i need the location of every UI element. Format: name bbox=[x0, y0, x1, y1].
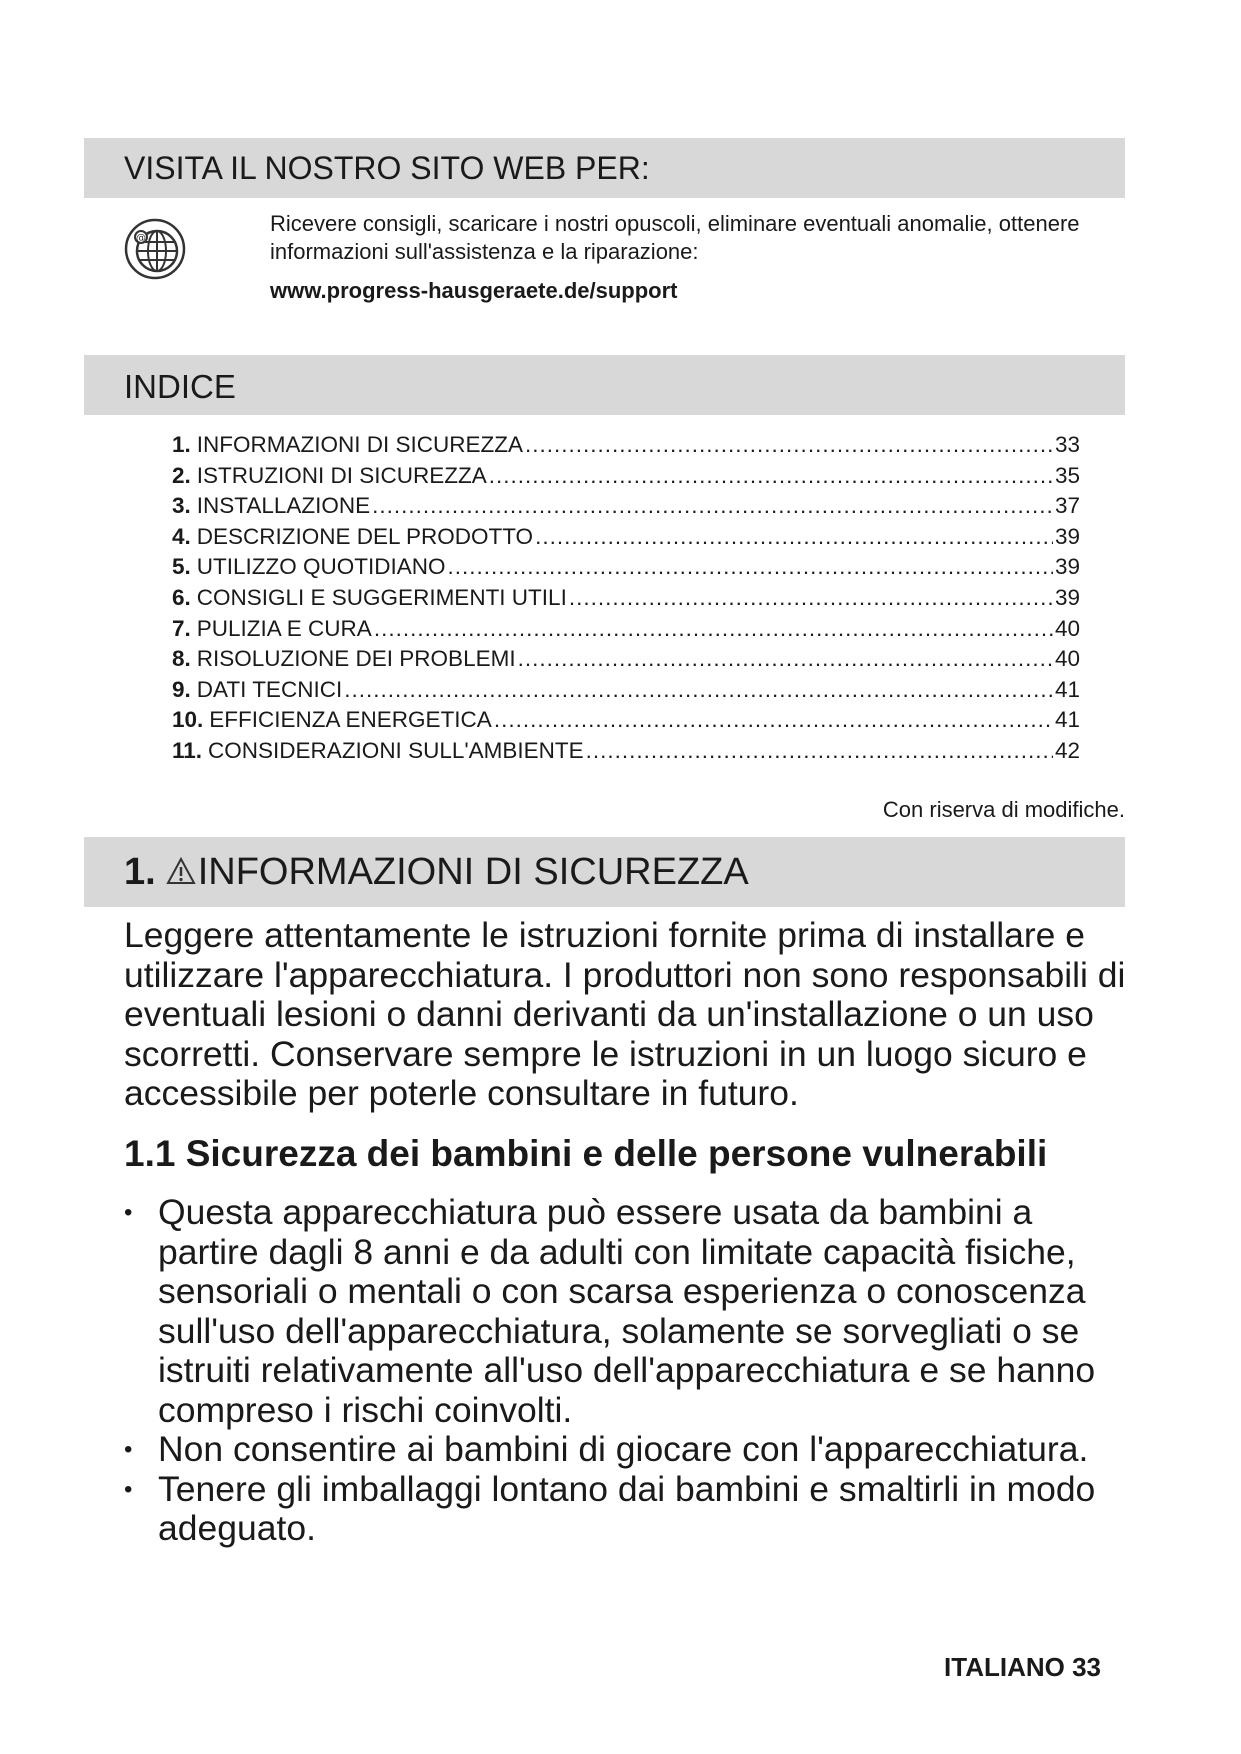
toc-item[interactable]: 1. INFORMAZIONI DI SICUREZZA ..... 33 bbox=[172, 430, 1080, 461]
toc-item[interactable]: 6. CONSIGLI E SUGGERIMENTI UTILI ..... 39 bbox=[172, 583, 1080, 614]
safety-section-header bbox=[84, 837, 1125, 907]
section-number: 1. bbox=[124, 851, 156, 893]
toc-item[interactable]: 7. PULIZIA E CURA ..... 40 bbox=[172, 614, 1080, 645]
revision-note: Con riserva di modifiche. bbox=[882, 797, 1125, 822]
table-of-contents bbox=[172, 430, 1080, 767]
safety-heading: INFORMAZIONI DI SICUREZZA bbox=[197, 851, 749, 893]
safety-intro-paragraph: Leggere attentamente le istruzioni fornite prima di installare e utilizzare l'apparecchiatura. I produttori non sono responsabili di eventuali lesioni o danni derivanti da un'installazione o un uso scorretti. Conservare sempre le istruzioni in un luogo sicuro e accessibile per poterle consultare in futuro. bbox=[124, 915, 1126, 1113]
child-safety-list bbox=[124, 1193, 1134, 1549]
bullet-icon: • bbox=[124, 1475, 133, 1503]
toc-item[interactable]: 4. DESCRIZIONE DEL PRODOTTO ..... 39 bbox=[172, 522, 1080, 553]
bullet-icon: • bbox=[124, 1199, 133, 1226]
list-item: • Questa apparecchiatura può essere usata da bambini a partire dagli 8 anni e da adulti con limitate capacità fisiche, sensoriali o mentali o con scarsa esperienza o conoscenza sull'uso dell'apparecchiatura, solamente se sorvegliati o se istruiti relativamente all'uso dell'apparecchiatura e se hanno compreso i rischi coinvolti. bbox=[124, 1192, 1096, 1430]
toc-item[interactable]: 3. INSTALLAZIONE ..... 37 bbox=[172, 491, 1080, 522]
toc-item[interactable]: 5. UTILIZZO QUOTIDIANO ..... 39 bbox=[172, 552, 1080, 583]
page-footer-label: ITALIANO 33 bbox=[944, 1652, 1101, 1682]
toc-item[interactable]: 11. CONSIDERAZIONI SULL'AMBIENTE ..... 42 bbox=[172, 736, 1080, 767]
warning-triangle-icon bbox=[166, 856, 196, 886]
list-item: • Tenere gli imballaggi lontano dai bambini e smaltirli in modo adeguato. bbox=[124, 1468, 1096, 1548]
globe-icon bbox=[124, 218, 186, 280]
index-heading: INDICE bbox=[124, 368, 236, 405]
toc-item[interactable]: 8. RISOLUZIONE DEI PROBLEMI ..... 40 bbox=[172, 644, 1080, 675]
bullet-icon: • bbox=[124, 1436, 133, 1463]
index-section-header bbox=[84, 355, 1125, 415]
toc-item[interactable]: 9. DATI TECNICI ..... 41 bbox=[172, 675, 1080, 706]
child-safety-subheading: 1.1 Sicurezza dei bambini e delle persone vulnerabili bbox=[124, 1133, 1048, 1174]
toc-item[interactable]: 10. EFFICIENZA ENERGETICA ..... 41 bbox=[172, 705, 1080, 736]
website-heading: VISITA IL NOSTRO SITO WEB PER: bbox=[124, 150, 650, 186]
toc-item[interactable]: 2. ISTRUZIONI DI SICUREZZA ..... 35 bbox=[172, 461, 1080, 492]
list-item: • Non consentire ai bambini di giocare con l'apparecchiatura. bbox=[124, 1429, 1089, 1469]
website-description: Ricevere consigli, scaricare i nostri opuscoli, eliminare eventuali anomalie, ottenere informazioni sull'assistenza e la riparazione: bbox=[270, 211, 1080, 264]
svg-text:@: @ bbox=[136, 233, 146, 244]
website-section-header bbox=[84, 138, 1125, 198]
website-url-link[interactable]: www.progress-hausgeraete.de/support bbox=[270, 278, 678, 303]
